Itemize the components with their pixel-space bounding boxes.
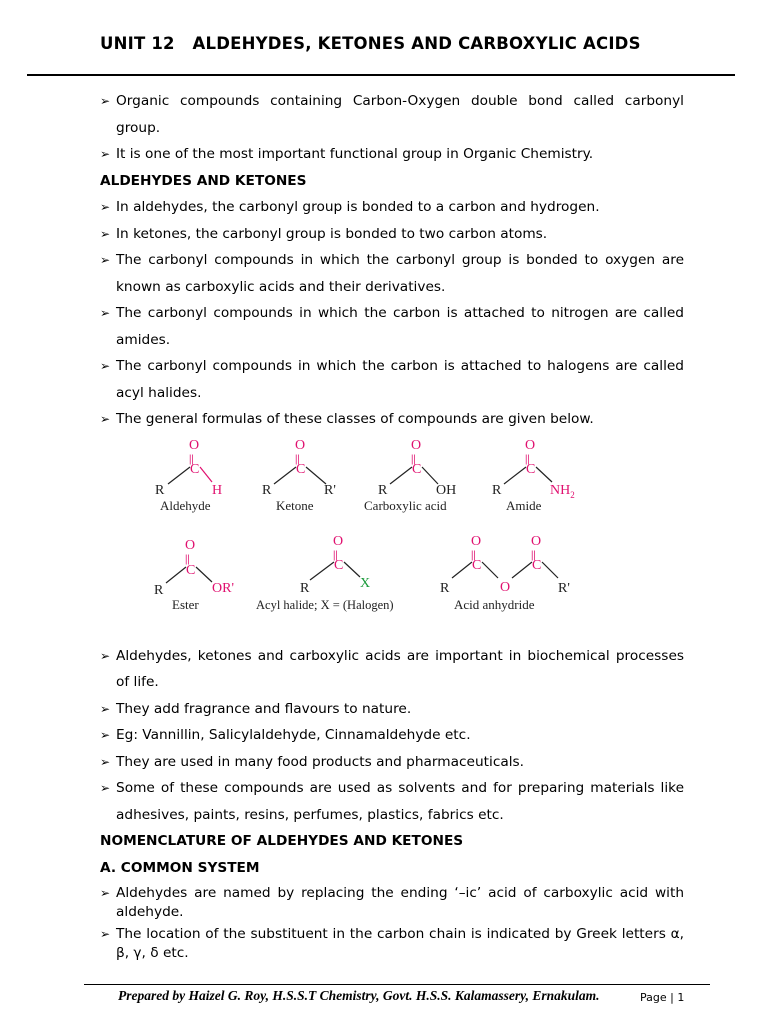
- bullet-item: ➢ Aldehydes are named by replacing the ending ‘–ic’ acid of carboxylic acid with aldehyde.: [100, 885, 684, 920]
- bullet-arrow-icon: ➢: [100, 147, 111, 161]
- bullet-arrow-icon: ➢: [100, 253, 111, 267]
- section-heading-nomenclature: NOMENCLATURE OF ALDEHYDES AND KETONES: [100, 833, 464, 849]
- anhydride-r-prime-group: R': [558, 580, 570, 596]
- page-number: Page | 1: [640, 991, 685, 1004]
- bullet-item: ➢ Aldehydes, ketones and carboxylic acids are important in biochemical processes of life.: [100, 643, 684, 696]
- bullet-item: ➢ The carbonyl compounds in which the carbon is attached to halogens are called acyl halides.: [100, 353, 684, 406]
- bullet-item: ➢ The general formulas of these classes of compounds are given below.: [100, 406, 684, 433]
- page-title: UNIT 12 ALDEHYDES, KETONES AND CARBOXYLIC ACIDS: [100, 34, 641, 53]
- anhydride-oxygen-left: O: [471, 533, 482, 549]
- acid-carbon: C: [412, 461, 422, 477]
- acyl-r-group: R: [300, 580, 310, 596]
- acid-double-bond: ||: [411, 452, 416, 465]
- general-formulas-figure: [100, 437, 684, 639]
- bullet-item: ➢ They are used in many food products and pharmaceuticals.: [100, 749, 684, 776]
- bullet-item: ➢ Eg: Vannillin, Salicylaldehyde, Cinnamaldehyde etc.: [100, 722, 684, 749]
- bullet-arrow-icon: ➢: [100, 754, 111, 769]
- ketone-double-bond: ||: [295, 452, 300, 465]
- bullet-arrow-icon: ➢: [100, 648, 111, 663]
- amide-nh-group: $NH_2$: [550, 482, 575, 500]
- aldehyde-r-group: R: [155, 482, 165, 498]
- label-ester: Ester: [172, 596, 199, 612]
- label-carboxylic-acid: Carboxylic acid: [364, 497, 447, 513]
- anhydride-oxygen-right: O: [531, 533, 542, 549]
- bullet-item: ➢ Some of these compounds are used as solvents and for preparing materials like adhesives, paints, resins, perfumes, plastics, fabrics etc.: [100, 775, 684, 828]
- label-acyl-halide: Acyl halide; X = (Halogen): [256, 597, 394, 612]
- bullet-item: ➢ Organic compounds containing Carbon-Oxygen double bond called carbonyl group.: [100, 88, 684, 141]
- bullet-arrow-icon: ➢: [100, 886, 111, 900]
- amide-double-bond: ||: [525, 452, 530, 465]
- acid-r-group: R: [378, 482, 388, 498]
- label-acid-anhydride: Acid anhydride: [454, 596, 535, 612]
- anhydride-r-group: R: [440, 580, 450, 596]
- aldehyde-double-bond: ||: [189, 452, 194, 465]
- bullet-arrow-icon: ➢: [100, 226, 111, 241]
- anhydride-double-bond-left: ||: [471, 548, 476, 561]
- ester-double-bond: ||: [185, 552, 190, 565]
- bullet-arrow-icon: ➢: [100, 94, 111, 108]
- aldehyde-oxygen: O: [189, 437, 200, 453]
- section-heading-common-system: A. COMMON SYSTEM: [100, 859, 260, 876]
- bullet-item: ➢ The carbonyl compounds in which the carbon is attached to nitrogen are called amides.: [100, 300, 684, 353]
- bullet-arrow-icon: ➢: [100, 200, 111, 214]
- bullet-item: ➢ In ketones, the carbonyl group is bonded to two carbon atoms.: [100, 221, 684, 248]
- aldehyde-hydrogen: H: [212, 482, 223, 498]
- section-heading-aldehydes: ALDEHYDES AND KETONES: [100, 172, 307, 189]
- bullet-item: ➢ In aldehydes, the carbonyl group is bonded to a carbon and hydrogen.: [100, 194, 684, 221]
- label-amide: Amide: [506, 497, 542, 513]
- label-aldehyde: Aldehyde: [160, 497, 211, 513]
- bullet-arrow-icon: ➢: [100, 927, 111, 941]
- footer-credit: Prepared by Haizel G. Roy, H.S.S.T Chemistry, Govt. H.S.S. Kalamassery, Ernakulam.: [118, 988, 600, 1003]
- bullet-item: ➢ It is one of the most important functional group in Organic Chemistry.: [100, 141, 684, 168]
- amide-r-group: R: [492, 482, 502, 498]
- amide-oxygen: O: [525, 437, 536, 453]
- title-divider: [27, 74, 735, 76]
- ketone-r-group: R: [262, 482, 272, 498]
- ester-r-group: R: [154, 582, 164, 598]
- formulas-svg: [150, 437, 590, 639]
- bullet-item: ➢ The location of the substituent in the carbon chain is indicated by Greek letters α, β, γ, δ etc.: [100, 926, 684, 961]
- anhydride-double-bond-right: ||: [531, 548, 536, 561]
- anhydride-carbon-right: C: [532, 557, 542, 573]
- acyl-carbon: C: [334, 557, 344, 573]
- acid-hydroxyl: OH: [436, 482, 457, 498]
- acyl-oxygen: O: [333, 533, 344, 549]
- page-content: [100, 88, 684, 966]
- bullet-arrow-icon: ➢: [100, 359, 111, 373]
- ester-oxygen: O: [185, 537, 196, 553]
- ketone-carbon: C: [296, 461, 306, 477]
- bullet-arrow-icon: ➢: [100, 306, 111, 320]
- amide-carbon: C: [526, 461, 536, 477]
- ester-carbon: C: [186, 562, 196, 578]
- acyl-halogen-x: X: [360, 575, 371, 591]
- bullet-arrow-icon: ➢: [100, 701, 111, 716]
- footer-divider: [84, 984, 710, 985]
- bullet-arrow-icon: ➢: [100, 412, 111, 426]
- label-ketone: Ketone: [276, 497, 314, 513]
- bullet-item: ➢ The carbonyl compounds in which the carbonyl group is bonded to oxygen are known as carboxylic acids and their derivatives.: [100, 247, 684, 300]
- bullet-arrow-icon: ➢: [100, 728, 111, 742]
- ester-or-prime-group: OR': [212, 580, 234, 596]
- bullet-arrow-icon: ➢: [100, 781, 111, 795]
- anhydride-bridge-oxygen: O: [500, 579, 511, 595]
- ketone-r-prime-group: R': [324, 482, 336, 498]
- acyl-double-bond: ||: [333, 548, 338, 561]
- aldehyde-carbon: C: [190, 461, 200, 477]
- anhydride-carbon-left: C: [472, 557, 482, 573]
- ketone-oxygen: O: [295, 437, 306, 453]
- acid-oxygen: O: [411, 437, 422, 453]
- bullet-item: ➢ They add fragrance and flavours to nature.: [100, 696, 684, 723]
